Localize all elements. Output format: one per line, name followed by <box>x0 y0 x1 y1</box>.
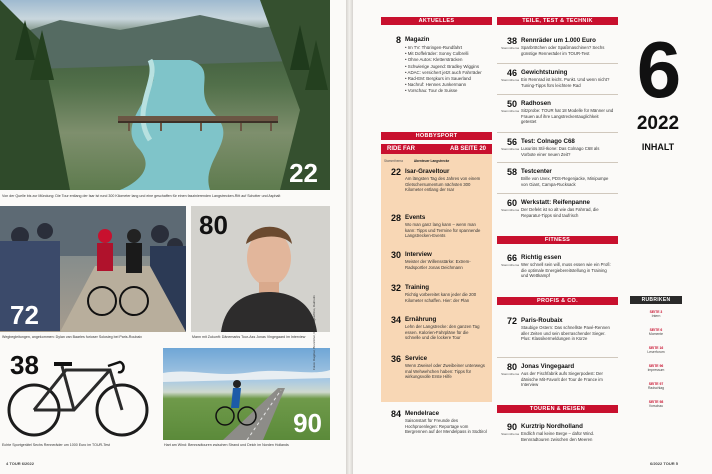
magazin-item: • Ohne Autos: Klettersträcken <box>405 57 463 63</box>
photo-badge-38: 38 <box>10 350 39 380</box>
magazin-item: • Mit Doffelräder: Sonny Colbrelli <box>405 51 469 57</box>
road-bike-photo <box>0 348 158 440</box>
magazin-item: • Nachruf: Hennes Junkermann <box>405 82 467 88</box>
issue-label: INHALT <box>641 142 675 152</box>
issue-year: 2022 <box>636 113 680 134</box>
magazine-spread: 22 Von der Quelle bis zur Mündung: Die Tour entlang der Isar ist rund 300 Kilometer lang und eine geschaffen für einen faszinierenden Langstrecken-Ritt auf Schotter und Asphalt 72 Wegbegleitungen, angekommen: Dylan van Baarles furioser Solosieg bei Paris-Roubaix 80 Mann mit Zukunft: Dänemarks Tour-Ass Jonas Vingegaard im Interview 38 Echte Sportgerätel Sechs Renneräder um 1000 Euro im TOUR-Test 90 Hart am Wind: Bennradtouren zwischen Strand und Deich im Norden Hollands Fotos: Dagmar, Brunckner, Getty Images/Dino, Dalmolin 4 TOUR 6/2022 AKTUELLES 8 Magazin • Im TV: Thüringen-Rundfahrt • Mit Doffelräder: Sonny Colbrelli • Ohne Autos: Klettersträcken • Schwierige Jugend: Bradley Wiggins • ADAC: versichert jetzt auch Fahrräder • Rad-EM: Bergkurs im Sauerland • Nachruf: Hennes Junkermann • Vorschau: Tour de Suisse HOBBYSPORT RIDE FAR AB SEITE 20 Stammthema Abenteuer Langstrecke 22 Isar-Graveltour Am längsten Tag des Jahres von einem Gletschersumentum nächsten 300 Kilometer entlang der Isar 28 Events Wo man ganz lang kann – wenn man kann: Tipps und Termine für spannende Langstrecken-Events 30 Interview Meister der Willensstärke: Extrem-Radsportler Jonas Deichmann 32 Training Richtig vorbereitet kann jeder die 200 Kilometer schaffen. Hier: der Plan 34 Ernährung Lehn der Langstrecke: den ganzen Tag essen. Kalorien-Fahrpläne für die schnelle und die lockere Tour 36 Service Wenn Zweisel oder Zweibeiner unterwegs mal Wehwehchen haben: Tipps für wirkungsvolle Erste Hilfe 84 Mendelrace Saisonstart für Freunde des Hochproenlegen: Reportage vom Bergrennen auf der Mendelpass in Südtirol TEILE, TEST & TECHNIK 38 Stammthema Rennräder um 1.000 Euro Sparbrötchen oder Spaßmaschinen? Sechs günstige Renneräder im TOUR-Test 46 Stammthema Gewichtstuning Ein Rennrad ist leicht. Punkt. Und wenn nicht? Tuning-Tipps fürs leichtere Rad 50 Stammthema Radhosen Sitzprobe: TOUR hat 18 Modelle für Männer und Frauen auf ihre Langstreckentauglichkeit getestet 56 Stammthema Test: Colnago C68 Luxuriös Stil-Ikone: Das Colnago C68 als Vorbote einer neuen Zeit? 58 Testcenter Brille von Uvex, PDS-Regenjacke, Minipumpe von Giant, Campa-Rucksack 60 Stammthema Werkstatt: Reifenpanne Der Defekt ist so alt wie das Fahrrad, die Reparatur-Tipps sind taufrisch FITNESS 66 Stammthema Richtig essen Wer schnell sein will, muss essen wie ein Profi: die optimale Energiebereitstellung in Training und Wettkampf PROFIS & CO. 72 Paris-Roubaix Staubige Ostern: Das schnellste Pavé-Rennen aller Zeiten und sein überraschender Sieger. Plus: Klassikermeldungen in Kürze 80 Stammthema Jonas Vingegaard Aus der Fischfabrik aufs Siegerpodest: Der dänische Mit-Favorit der Tour de France im Interview TOUREN & REISEN 90 Stammthema Kurztrip Nordholland Endlich mal keine Berge – dafür Wind. Bennradtouren zwischen den Meeren 6 2022 INHALT RUBRIKEN SEITE 3 Intern SEITE 6 Momente SEITE 16 Leserforum SEITE 96 Impressum SEITE 97 Radschlag SEITE 98 Vorschau 6/2022 TOUR 5 <box>0 0 712 474</box>
isar-river-photo <box>0 0 330 190</box>
magazin-item: • Vorschau: Tour de Suisse <box>405 88 458 94</box>
rubrik-item: SEITE 3 Intern <box>649 310 663 319</box>
photo-caption: Wegbegleitungen, angekommen: Dylan van Baarles furioser Solosieg bei Paris-Roubaix <box>2 335 142 339</box>
magazin-item: • Rad-EM: Bergkurs im Sauerland <box>405 76 471 82</box>
issue-number: 6 <box>636 25 680 114</box>
section-header-rubriken: RUBRIKEN <box>630 296 682 304</box>
rubrik-item: SEITE 96 Impressum <box>647 364 665 373</box>
ride-far-stamm: Stammthema Abenteuer Langstrecke <box>384 159 450 163</box>
page-footer-right: 6/2022 TOUR 5 <box>650 461 678 466</box>
section-header-fitness: FITNESS <box>497 236 618 244</box>
photo-credits: Fotos: Dagmar, Brunckner, Getty Images/Dino, Dalmolin <box>312 295 316 370</box>
vingegaard-portrait-photo <box>191 206 330 332</box>
magazin-item: • Schwierige Jugend: Bradley Wiggins <box>405 63 480 69</box>
page-gutter <box>346 0 353 474</box>
divider <box>497 132 618 133</box>
section-header-teile: TEILE, TEST & TECHNIK <box>497 17 618 25</box>
photo-badge-22: 22 <box>289 158 318 188</box>
divider <box>497 193 618 194</box>
magazin-item-list <box>405 45 495 95</box>
photo-caption: Hart am Wind: Bennradtouren zwischen Strand und Deich im Norden Hollands <box>164 443 289 447</box>
photo-caption: Von der Quelle bis zur Mündung: Die Tour entlang der Isar ist rund 300 Kilometer lang und eine geschaffen für einen faszinierenden Langstrecken-Ritt auf Schotter und Asphalt <box>2 194 281 198</box>
section-header-hobbysport: HOBBYSPORT <box>381 132 492 140</box>
photo-caption: Echte Sportgerätel Sechs Renneräder um 1000 Euro im TOUR-Test <box>2 443 110 447</box>
rubrik-item: SEITE 6 Momente <box>648 328 664 337</box>
section-header-aktuelles: AKTUELLES <box>381 17 492 25</box>
rubrik-item: SEITE 97 Radschlag <box>647 382 665 391</box>
nordholland-photo <box>163 348 330 440</box>
divider <box>497 63 618 64</box>
divider <box>497 162 618 163</box>
rubrik-item: SEITE 16 Leserforum <box>647 346 665 355</box>
section-header-touren: TOUREN & REISEN <box>497 405 618 413</box>
section-header-profis: PROFIS & CO. <box>497 297 618 305</box>
page-footer-left: 4 TOUR 6/2022 <box>6 461 34 466</box>
river-landscape-graphic <box>0 0 330 190</box>
magazin-item: • Im TV: Thüringen-Rundfahrt <box>405 45 463 50</box>
photo-badge-80: 80 <box>199 210 228 240</box>
ride-far-header: RIDE FAR AB SEITE 20 <box>381 144 492 154</box>
photo-caption: Mann mit Zukunft: Dänemarks Tour-Ass Jonas Vingegaard im Interview <box>192 335 306 339</box>
rubrik-item: SEITE 98 Vorschau <box>648 400 664 409</box>
divider <box>497 357 618 358</box>
left-page-photos <box>0 0 346 474</box>
photo-badge-90: 90 <box>293 408 322 438</box>
divider <box>497 94 618 95</box>
paris-roubaix-photo <box>0 206 186 332</box>
photo-badge-72: 72 <box>10 300 39 330</box>
magazin-item: • ADAC: versichert jetzt auch Fahrräder <box>405 69 482 75</box>
